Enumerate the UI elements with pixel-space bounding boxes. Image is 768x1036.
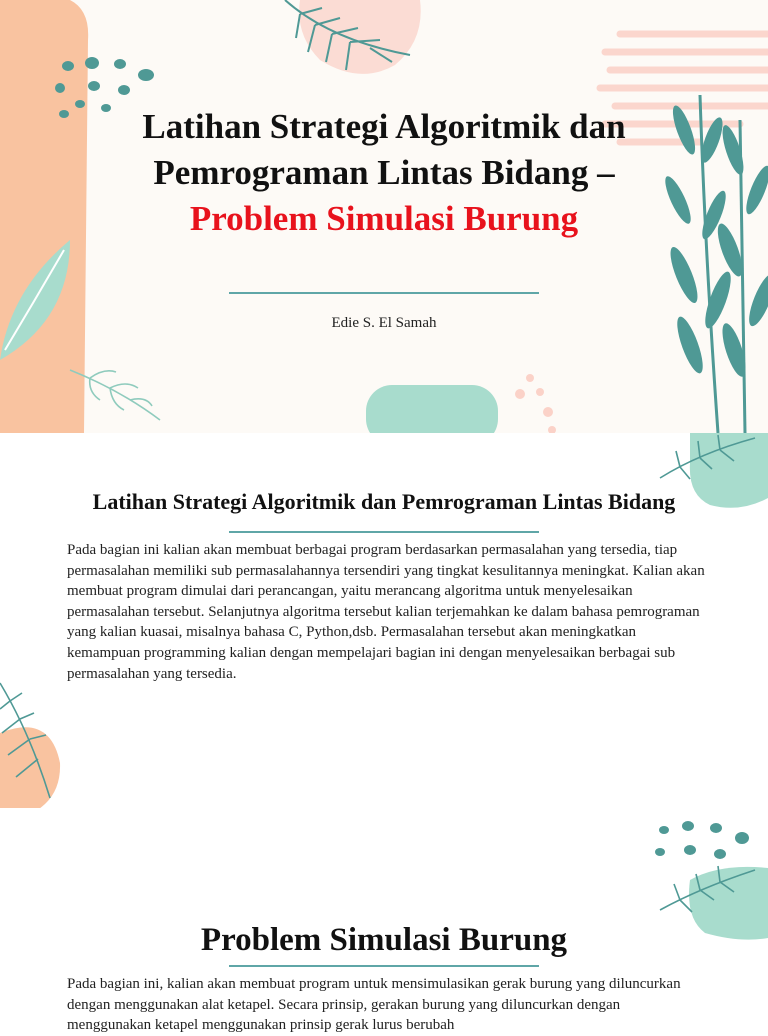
title-main-text: Latihan Strategi Algoritmik dan Pemrograman Lintas Bidang – [142, 107, 626, 192]
author-name: Edie S. El Samah [331, 315, 437, 331]
plant-shape [661, 95, 768, 433]
slide3-underline [229, 965, 539, 967]
dots-shape-3 [655, 821, 749, 859]
slide1-title [120, 104, 648, 242]
pink-blob-shape [299, 0, 421, 74]
slide2-underline [229, 531, 539, 533]
pink-dots-shape [515, 374, 556, 434]
title-highlight-text: Problem Simulasi Burung [189, 199, 579, 238]
slide2-body-text: Pada bagian ini kalian akan membuat berbagai program berdasarkan permasalahan yang tersedia, tiap permasalahan memiliki sub permasalahannya tersendiri yang tingkat kesulitannya meningkat. Kalian akan membuat program dimulai dari perancangan, yaitu merancang algoritma untuk menyelesaikan permasalahan tersebut. Selanjutnya algoritma tersebut kalian terjemahkan ke dalam bahasa pemrograman yang kalian kuasai, misalnya bahasa C, Python,dsb. Permasalahan tersebut akan meningkatkan kemampuan programming kalian dengan mempelajari bagian ini dengan menyelesaikan berbagai sub permasalahan yang tersedia. [67, 542, 705, 682]
peach-blob-shape [0, 0, 88, 433]
problem-slide [0, 808, 768, 1034]
title-slide [0, 0, 768, 433]
slide2-title: Latihan Strategi Algoritmik dan Pemrograman Lintas Bidang [92, 489, 676, 514]
slide3-body-text: Pada bagian ini, kalian akan membuat program untuk mensimulasikan gerak burung yang diluncurkan dengan menggunakan alat ketapel. Secara prinsip, gerakan burung yang diluncurkan dengan menggunakan ketapel menggunakan prinsip gerak lurus berubah [67, 976, 681, 1034]
intro-slide [0, 433, 768, 808]
slide3-title: Problem Simulasi Burung [200, 922, 568, 958]
title-underline [229, 292, 539, 294]
